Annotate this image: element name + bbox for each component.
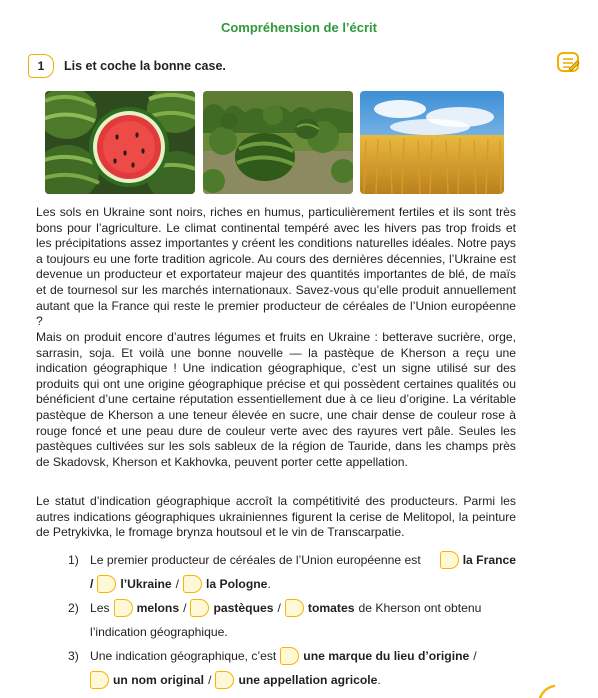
answer-checkbox[interactable] bbox=[190, 599, 209, 617]
answer-checkbox[interactable] bbox=[285, 599, 304, 617]
question-stem: Le premier producteur de céréales de l’Union européenne est bbox=[90, 553, 421, 567]
question-2: 2) Les melons / pastèques / tomates de Kherson ont obtenu l’indication géographique. bbox=[68, 596, 516, 644]
answer-checkbox[interactable] bbox=[440, 551, 459, 569]
exercise-number-badge bbox=[28, 54, 54, 78]
option-label: / bbox=[90, 577, 94, 591]
text-paragraph-3 bbox=[36, 494, 516, 541]
question-3: 3) Une indication géographique, c’est une marque du lieu d’origine / un nom original / une appellation agricole . bbox=[68, 644, 516, 692]
watermelons-photo bbox=[45, 91, 195, 194]
page-title: Compréhension de l’écrit bbox=[220, 20, 378, 35]
option-label: la France bbox=[462, 553, 516, 567]
answer-checkbox[interactable] bbox=[280, 647, 299, 665]
option-label: tomates bbox=[307, 601, 355, 615]
question-post: l’indication géographique. bbox=[90, 625, 228, 639]
question-stem: Une indication géographique, c’est bbox=[90, 649, 277, 663]
text-paragraph-1 bbox=[36, 205, 516, 330]
question-1: 1) Le premier producteur de céréales de l’Union européenne est la France / l’Ukraine / la Pologne . bbox=[68, 548, 516, 596]
paragraph-text: Les sols en Ukraine sont noirs, riches en humus, particulièrement fertiles et ils sont très bons pour l’agriculture. Le climat continental tempéré avec les hivers pas trop froids et les précipitations assez importantes y créent les conditions naturelles idéales. Notre pays a toujours eu une forte tradition agricole. Au cours des dernières décennies, l’Ukraine est devenue un producteur et exportateur majeur des quantités importantes de blé, de maïs et de tournesol sur les marchés internationaux. Savez-vous qu’elle produit annuellement autant que la France qui reste le premier producteur de céréales de l’Union européenne ? bbox=[36, 205, 516, 329]
option-label: melons bbox=[136, 601, 180, 615]
paragraph-text: Le statut d’indication géographique accroît la compétitivité des producteurs. Parmi les autres indications géographiques ukrainiennes figurent la cerise de Melitopol, la peinture de Petrykivka, le fromage brynza houtsoul et le vin de Transcarpatie. bbox=[36, 494, 516, 540]
question-number: 3) bbox=[68, 649, 79, 663]
answer-checkbox[interactable] bbox=[215, 671, 234, 689]
text-paragraph-2 bbox=[36, 330, 516, 470]
notebook-icon bbox=[555, 49, 581, 75]
paragraph-text: Mais on produit encore d’autres légumes et fruits en Ukraine : betterave sucrière, orge, sarrasin, soja. Et voilà une bonne nouvelle — la pastèque de Kherson a reçu une indication géographique ! Une indication géographique, c’est un signe utilisé sur des produits qui ont une origine géographique précise et qui possèdent certaines qualités ou bénéficient d’une certaine réputation essentiellement due à ce lieu d’origine. La véritable pastèque de Kherson a une teneur élevée en sucre, une chair dense de couleur rose à rouge foncé et une peau dure de couleur verte avec des rayures vert pâle. Seules les pastèques cultivées sur les sols sableux de la région de Tauride, dans les champs près de Skadovsk, Kherson et Kakhovka, peuvent porter cette appellation. bbox=[36, 330, 516, 469]
answer-checkbox[interactable] bbox=[90, 671, 109, 689]
option-label: un nom original bbox=[113, 673, 205, 687]
question-post: de Kherson ont obtenu bbox=[358, 601, 482, 615]
option-label: une marque du lieu d’origine bbox=[303, 649, 470, 663]
answer-checkbox[interactable] bbox=[114, 599, 133, 617]
corner-decoration-icon bbox=[538, 684, 556, 698]
question-pre: Les bbox=[90, 601, 110, 615]
exercise-number: 1 bbox=[37, 59, 45, 73]
wheat-field-photo bbox=[360, 91, 504, 194]
answer-checkbox[interactable] bbox=[183, 575, 202, 593]
watermelon-field-photo bbox=[203, 91, 353, 194]
exercise-instruction: Lis et coche la bonne case. bbox=[64, 59, 226, 73]
option-label: l’Ukraine bbox=[120, 577, 172, 591]
answer-checkbox[interactable] bbox=[97, 575, 116, 593]
question-number: 1) bbox=[68, 553, 79, 567]
question-end: . bbox=[267, 577, 271, 591]
option-label: la Pologne bbox=[206, 577, 268, 591]
question-number: 2) bbox=[68, 601, 79, 615]
option-label: pastèques bbox=[213, 601, 274, 615]
exercise-header bbox=[28, 54, 226, 78]
option-label: une appellation agricole bbox=[238, 673, 378, 687]
question-end: . bbox=[377, 673, 381, 687]
